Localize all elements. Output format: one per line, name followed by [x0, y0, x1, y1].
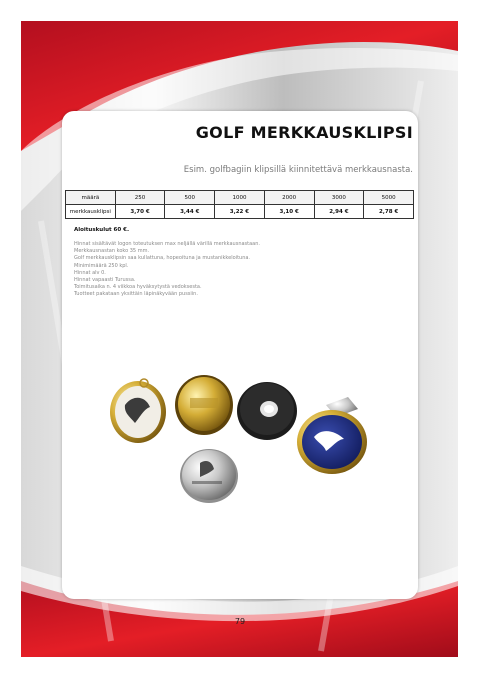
price-table	[65, 190, 414, 219]
price-cell: 3,22 €	[215, 205, 265, 219]
price-row	[66, 205, 414, 219]
quantity-label: määrä	[66, 191, 116, 205]
price-cell: 2,94 €	[314, 205, 364, 219]
quantity-cell: 3000	[314, 191, 364, 205]
price-cell: 3,10 €	[264, 205, 314, 219]
quantity-cell: 250	[115, 191, 165, 205]
page-title: GOLF MERKKAUSKLIPSI	[195, 123, 413, 142]
quantity-cell: 5000	[364, 191, 414, 205]
note-line: Hinnat sisältävät logon toteutuksen max neljällä värillä merkkausnastaan.	[74, 241, 261, 247]
quantity-cell: 500	[165, 191, 215, 205]
product-notes	[74, 241, 404, 299]
price-cell: 2,78 €	[364, 205, 414, 219]
note-line: Hinnat vapaasti Turussa.	[74, 277, 136, 284]
note-line: Tuotteet pakataan yksittäin läpinäkyvään pussiin.	[74, 291, 198, 298]
price-cell: 3,70 €	[115, 205, 165, 219]
quantity-row	[66, 191, 414, 205]
content-card	[62, 111, 418, 599]
page-subtitle: Esim. golfbagiin klipsillä kiinnitettävä merkkausnasta.	[183, 165, 413, 175]
note-line: Hinnat alv 0.	[74, 269, 106, 276]
price-cell: 3,44 €	[165, 205, 215, 219]
setup-cost: Aloituskulut 60 €.	[74, 227, 130, 233]
quantity-cell: 1000	[215, 191, 265, 205]
note-line: Toimitusaika n. 4 viikkoa hyväksytystä vedoksesta.	[74, 284, 202, 291]
page-number: 79	[234, 617, 246, 626]
note-line: Golf merkkausklipsin saa kullattuna, hopeoituna ja mustanikkeloituna.	[74, 255, 251, 262]
quantity-cell: 2000	[264, 191, 314, 205]
golf-ball-marker-clips-image	[100, 365, 380, 515]
note-line: Minimimäärä 250 kpl.	[74, 262, 129, 269]
note-line: Merkkausnastan koko 35 mm.	[74, 248, 150, 255]
price-label: merkkausklipsi	[66, 205, 116, 219]
